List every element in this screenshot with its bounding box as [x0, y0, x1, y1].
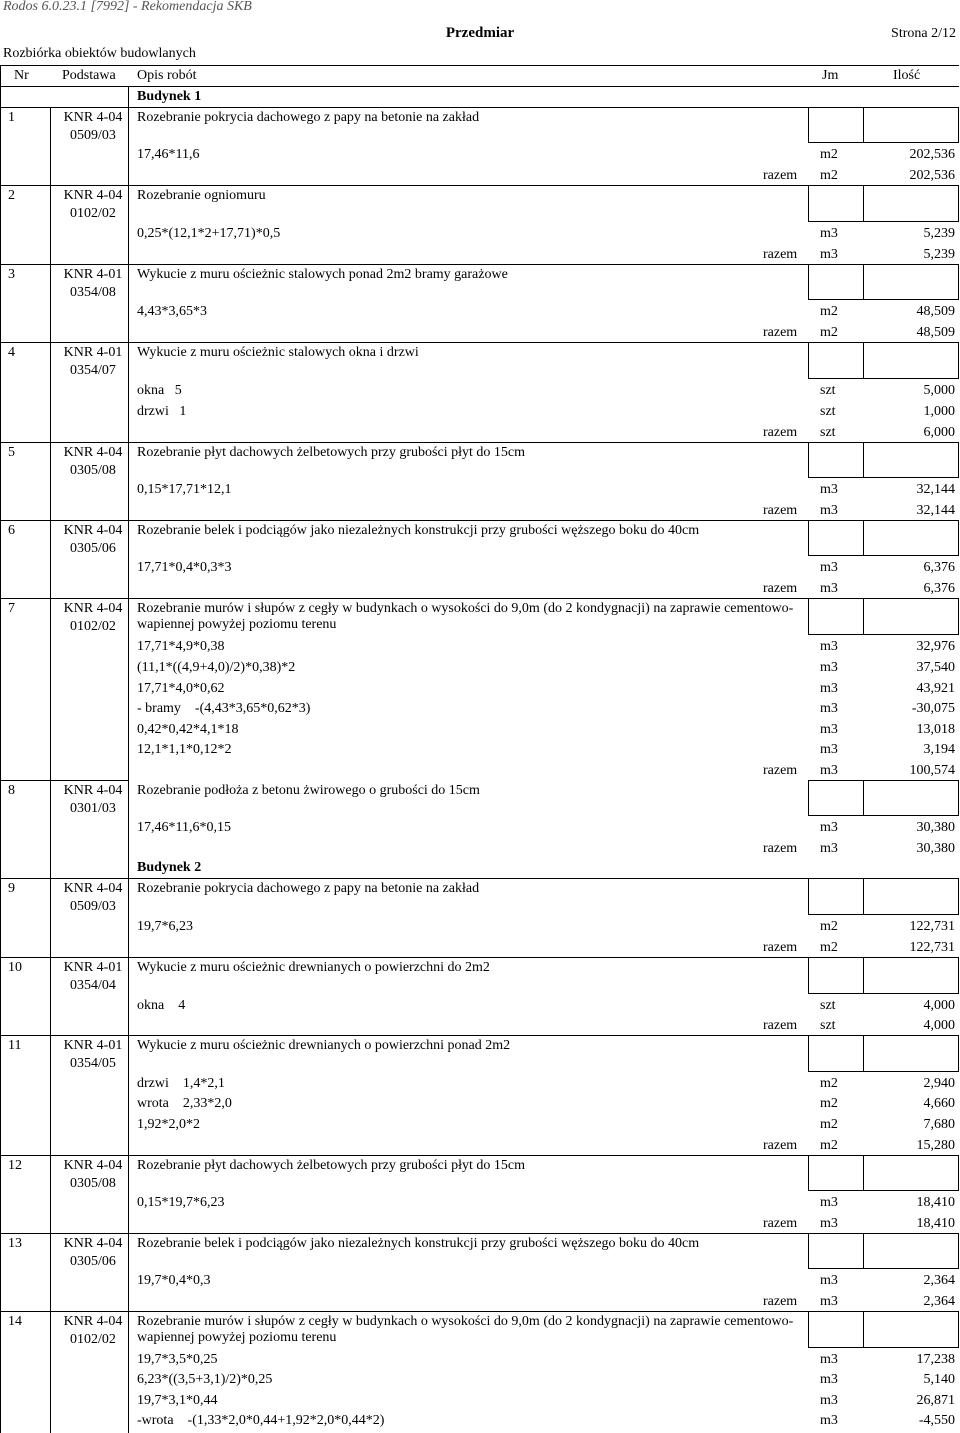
calculation-unit: m2: [820, 919, 838, 934]
calculation-unit: m3: [820, 1352, 838, 1367]
building-section-label: Budynek 1: [137, 89, 202, 104]
calculation-quantity: 4,660: [923, 1096, 955, 1111]
app-watermark: Rodos 6.0.23.1 [7992] - Rekomendacja SKB: [3, 0, 252, 14]
work-description: Rozebranie ogniomuru: [137, 188, 266, 203]
basis-code: 0102/02: [70, 206, 116, 221]
unit-cell: [808, 342, 864, 379]
unit-cell: [808, 780, 864, 816]
total-unit: m3: [820, 1216, 838, 1231]
calculation-quantity: 18,410: [916, 1195, 955, 1210]
calculation-quantity: 37,540: [916, 660, 955, 675]
calculation-unit: m2: [820, 1117, 838, 1132]
total-quantity: 122,731: [909, 940, 955, 955]
work-description: Rozebranie płyt dachowych żelbetowych przy grubości płyt do 15cm: [137, 445, 525, 460]
calculation-formula: okna 5: [137, 383, 182, 398]
basis-code: 0354/04: [70, 978, 116, 993]
quantity-cell: [863, 1155, 959, 1191]
calculation-quantity: 3,194: [923, 742, 955, 757]
basis-code: 0305/06: [70, 1254, 116, 1269]
calculation-unit: m3: [820, 1372, 838, 1387]
document-title: Przedmiar: [445, 25, 515, 41]
column-header-basis: Podstawa: [62, 68, 116, 83]
calculation-quantity: 13,018: [916, 722, 955, 737]
calculation-unit: m3: [820, 639, 838, 654]
total-quantity: 6,376: [923, 581, 955, 596]
basis-code: 0102/02: [70, 619, 116, 634]
position-number: 10: [8, 960, 22, 975]
calculation-unit: m2: [820, 1076, 838, 1091]
quantity-cell: [863, 185, 959, 222]
position-number: 14: [8, 1314, 22, 1329]
calculation-quantity: 5,239: [923, 226, 955, 241]
calculation-formula: 19,7*0,4*0,3: [137, 1273, 211, 1288]
calculation-formula: 17,46*11,6*0,15: [137, 820, 231, 835]
calculation-formula: (11,1*((4,9+4,0)/2)*0,38)*2: [137, 660, 296, 675]
calculation-unit: m3: [820, 722, 838, 737]
work-description: Rozebranie murów i słupów z cegły w budynkach o wysokości do 9,0m (do 2 kondygnacji) na zaprawie cementowo-wapiennej powyżej poziomu terenu: [137, 1314, 794, 1345]
total-unit: m2: [820, 1138, 838, 1153]
total-label: razem: [763, 940, 798, 955]
total-quantity: 15,280: [916, 1138, 955, 1153]
basis-code: 0301/03: [70, 801, 116, 816]
work-description: Wykucie z muru ościeżnic drewnianych o powierzchni do 2m2: [137, 960, 490, 975]
basis-code: 0354/07: [70, 363, 116, 378]
header-divider: [0, 86, 959, 87]
work-description: Rozebranie pokrycia dachowego z papy na betonie na zakład: [137, 110, 480, 125]
quantity-cell: [863, 598, 959, 635]
unit-cell: [808, 1035, 864, 1072]
column-header-unit: Jm: [822, 68, 839, 83]
building-section-label: Budynek 2: [137, 860, 202, 875]
basis-code: KNR 4-04: [63, 1236, 123, 1251]
total-label: razem: [763, 841, 798, 856]
total-unit: m3: [820, 581, 838, 596]
quantity-cell: [863, 1035, 959, 1072]
position-number: 13: [8, 1236, 22, 1251]
calculation-quantity: 32,976: [916, 639, 955, 654]
unit-cell: [808, 442, 864, 478]
basis-code: KNR 4-04: [63, 881, 123, 896]
position-number: 3: [8, 267, 15, 282]
quantity-cell: [863, 442, 959, 478]
calculation-formula: 12,1*1,1*0,12*2: [137, 742, 232, 757]
calculation-formula: 0,42*0,42*4,1*18: [137, 722, 239, 737]
calculation-quantity: 30,380: [916, 820, 955, 835]
total-quantity: 202,536: [909, 168, 955, 183]
calculation-unit: m2: [820, 1096, 838, 1111]
calculation-quantity: 5,140: [923, 1372, 955, 1387]
total-label: razem: [763, 503, 798, 518]
work-description: Wykucie z muru ościeżnic drewnianych o powierzchni ponad 2m2: [137, 1038, 511, 1053]
work-description: Rozebranie murów i słupów z cegły w budynkach o wysokości do 9,0m (do 2 kondygnacji) na zaprawie cementowo-wapiennej powyżej poziomu terenu: [137, 601, 794, 632]
quantity-cell: [863, 1311, 959, 1348]
total-unit: szt: [820, 1018, 836, 1033]
unit-cell: [808, 957, 864, 994]
basis-code: 0102/02: [70, 1332, 116, 1347]
calculation-formula: 19,7*3,1*0,44: [137, 1393, 218, 1408]
total-label: razem: [763, 1294, 798, 1309]
calculation-unit: m3: [820, 482, 838, 497]
quantity-cell: [863, 520, 959, 556]
calculation-formula: 17,71*4,0*0,62: [137, 681, 225, 696]
calculation-quantity: 2,364: [923, 1273, 955, 1288]
basis-code: KNR 4-04: [63, 601, 123, 616]
calculation-unit: m3: [820, 560, 838, 575]
calculation-quantity: 2,940: [923, 1076, 955, 1091]
basis-code: 0305/06: [70, 541, 116, 556]
calculation-quantity: 4,000: [923, 998, 955, 1013]
work-description: Wykucie z muru ościeżnic stalowych okna i drzwi: [137, 345, 419, 360]
total-unit: m3: [820, 503, 838, 518]
unit-cell: [808, 264, 864, 300]
calculation-quantity: 1,000: [923, 404, 955, 419]
quantity-cell: [863, 957, 959, 994]
basis-code: 0354/08: [70, 285, 116, 300]
total-quantity: 18,410: [916, 1216, 955, 1231]
calculation-unit: m3: [820, 701, 838, 716]
basis-code: KNR 4-01: [63, 345, 123, 360]
quantity-cell: [863, 1233, 959, 1269]
calculation-unit: m3: [820, 1413, 838, 1428]
calculation-quantity: 26,871: [916, 1393, 955, 1408]
position-number: 8: [8, 783, 15, 798]
total-unit: m3: [820, 763, 838, 778]
total-quantity: 48,509: [916, 325, 955, 340]
total-quantity: 6,000: [923, 425, 955, 440]
unit-cell: [808, 185, 864, 222]
calculation-unit: m3: [820, 660, 838, 675]
total-label: razem: [763, 581, 798, 596]
position-number: 1: [8, 110, 15, 125]
total-label: razem: [763, 1216, 798, 1231]
total-label: razem: [763, 1138, 798, 1153]
basis-code: 0354/05: [70, 1056, 116, 1071]
total-unit: m2: [820, 940, 838, 955]
position-number: 4: [8, 345, 15, 360]
position-number: 12: [8, 1158, 22, 1173]
total-unit: szt: [820, 425, 836, 440]
calculation-formula: 17,71*4,9*0,38: [137, 639, 225, 654]
calculation-quantity: 7,680: [923, 1117, 955, 1132]
calculation-formula: - bramy -(4,43*3,65*0,62*3): [137, 701, 311, 716]
position-number: 11: [8, 1038, 22, 1053]
column-divider-basis: [128, 87, 129, 1433]
basis-code: 0305/08: [70, 1176, 116, 1191]
basis-code: 0305/08: [70, 463, 116, 478]
basis-code: KNR 4-01: [63, 960, 123, 975]
work-description: Wykucie z muru ościeżnic stalowych ponad 2m2 bramy garażowe: [137, 267, 508, 282]
total-quantity: 100,574: [909, 763, 955, 778]
position-number: 6: [8, 523, 15, 538]
calculation-formula: 0,15*19,7*6,23: [137, 1195, 225, 1210]
calculation-unit: m3: [820, 1273, 838, 1288]
basis-code: 0509/03: [70, 128, 116, 143]
basis-code: KNR 4-01: [63, 267, 123, 282]
column-header-description: Opis robót: [137, 68, 197, 83]
position-number: 5: [8, 445, 15, 460]
basis-code: KNR 4-04: [63, 783, 123, 798]
calculation-formula: 17,46*11,6: [137, 147, 200, 162]
work-description: Rozebranie belek i podciągów jako niezależnych konstrukcji przy grubości węższego boku do 40cm: [137, 523, 700, 538]
total-label: razem: [763, 247, 798, 262]
total-label: razem: [763, 425, 798, 440]
quantity-cell: [863, 878, 959, 915]
unit-cell: [808, 1233, 864, 1269]
total-unit: m3: [820, 841, 838, 856]
basis-code: 0509/03: [70, 899, 116, 914]
work-description: Rozebranie belek i podciągów jako niezależnych konstrukcji przy grubości węższego boku do 40cm: [137, 1236, 700, 1251]
calculation-unit: szt: [820, 404, 836, 419]
calculation-formula: 17,71*0,4*0,3*3: [137, 560, 232, 575]
basis-code: KNR 4-04: [63, 445, 123, 460]
position-number: 2: [8, 188, 15, 203]
total-label: razem: [763, 763, 798, 778]
calculation-formula: 4,43*3,65*3: [137, 304, 207, 319]
calculation-quantity: 17,238: [916, 1352, 955, 1367]
position-number: 9: [8, 881, 15, 896]
basis-code: KNR 4-04: [63, 110, 123, 125]
work-description: Rozebranie podłoża z betonu żwirowego o grubości do 15cm: [137, 783, 480, 798]
calculation-quantity: -30,075: [911, 701, 955, 716]
basis-code: KNR 4-01: [63, 1038, 123, 1053]
calculation-unit: m2: [820, 147, 838, 162]
calculation-quantity: 43,921: [916, 681, 955, 696]
total-label: razem: [763, 1018, 798, 1033]
calculation-formula: wrota 2,33*2,0: [137, 1096, 232, 1111]
calculation-formula: 0,25*(12,1*2+17,71)*0,5: [137, 226, 281, 241]
calculation-unit: m3: [820, 681, 838, 696]
total-unit: m3: [820, 1294, 838, 1309]
column-header-quantity: Ilość: [893, 68, 921, 83]
calculation-formula: 1,92*2,0*2: [137, 1117, 200, 1132]
total-quantity: 2,364: [923, 1294, 955, 1309]
unit-cell: [808, 107, 864, 143]
calculation-quantity: 48,509: [916, 304, 955, 319]
basis-code: KNR 4-04: [63, 523, 123, 538]
basis-code: KNR 4-04: [63, 188, 123, 203]
calculation-quantity: 202,536: [909, 147, 955, 162]
total-quantity: 30,380: [916, 841, 955, 856]
unit-cell: [808, 1311, 864, 1348]
page-number: Strona 2/12: [891, 26, 956, 41]
calculation-unit: szt: [820, 383, 836, 398]
calculation-formula: okna 4: [137, 998, 186, 1013]
unit-cell: [808, 1155, 864, 1191]
section-divider: [128, 878, 808, 879]
calculation-unit: m3: [820, 226, 838, 241]
calculation-unit: m3: [820, 1195, 838, 1210]
basis-code: KNR 4-04: [63, 1158, 123, 1173]
calculation-unit: szt: [820, 998, 836, 1013]
basis-code: KNR 4-04: [63, 1314, 123, 1329]
calculation-unit: m2: [820, 304, 838, 319]
calculation-formula: 6,23*((3,5+3,1)/2)*0,25: [137, 1372, 273, 1387]
total-quantity: 4,000: [923, 1018, 955, 1033]
project-section-title: Rozbiórka obiektów budowlanych: [3, 46, 196, 61]
column-header-nr: Nr: [14, 68, 29, 83]
total-unit: m3: [820, 247, 838, 262]
unit-cell: [808, 520, 864, 556]
total-label: razem: [763, 168, 798, 183]
calculation-unit: m3: [820, 820, 838, 835]
calculation-formula: -wrota -(1,33*2,0*0,44+1,92*2,0*0,44*2): [137, 1413, 385, 1428]
unit-cell: [808, 598, 864, 635]
calculation-formula: 19,7*3,5*0,25: [137, 1352, 218, 1367]
calculation-formula: drzwi 1,4*2,1: [137, 1076, 225, 1091]
calculation-quantity: 6,376: [923, 560, 955, 575]
work-description: Rozebranie płyt dachowych żelbetowych przy grubości płyt do 15cm: [137, 1158, 525, 1173]
unit-cell: [808, 878, 864, 915]
quantity-cell: [863, 342, 959, 379]
total-quantity: 5,239: [923, 247, 955, 262]
position-number: 7: [8, 601, 15, 616]
calculation-formula: 19,7*6,23: [137, 919, 193, 934]
calculation-unit: m3: [820, 1393, 838, 1408]
calculation-quantity: 32,144: [916, 482, 955, 497]
work-description: Rozebranie pokrycia dachowego z papy na betonie na zakład: [137, 881, 480, 896]
total-label: razem: [763, 325, 798, 340]
calculation-quantity: -4,550: [918, 1413, 955, 1428]
calculation-formula: drzwi 1: [137, 404, 187, 419]
calculation-unit: m3: [820, 742, 838, 757]
quantity-cell: [863, 264, 959, 300]
column-divider-nr: [50, 107, 51, 1433]
total-unit: m2: [820, 168, 838, 183]
calculation-quantity: 122,731: [909, 919, 955, 934]
quantity-cell: [863, 780, 959, 816]
calculation-formula: 0,15*17,71*12,1: [137, 482, 232, 497]
calculation-quantity: 5,000: [923, 383, 955, 398]
quantity-cell: [863, 107, 959, 143]
total-unit: m2: [820, 325, 838, 340]
total-quantity: 32,144: [916, 503, 955, 518]
